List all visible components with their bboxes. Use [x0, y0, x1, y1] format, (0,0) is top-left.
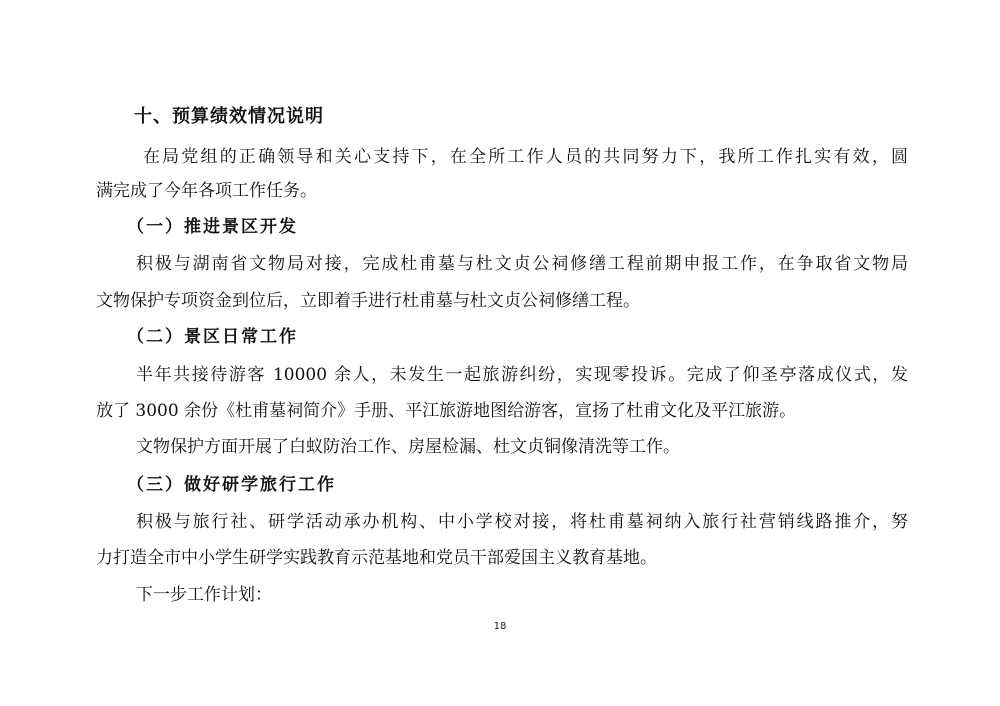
subsection-1-line-1: 积极与湖南省文物局对接，完成杜甫墓与杜文贞公祠修缮工程前期申报工作，在争取省文物局	[136, 254, 908, 274]
subsection-2-line-2: 放了 3000 余份《杜甫墓祠简介》手册、平江旅游地图给游客，宣扬了杜甫文化及平江旅游。	[96, 401, 797, 421]
subsection-2-line-1: 半年共接待游客 10000 余人，未发生一起旅游纠纷，实现零投诉。完成了仰圣亭落成仪式，发	[136, 365, 908, 385]
subsection-1-line-2: 文物保护专项资金到位后，立即着手进行杜甫墓与杜文贞公祠修缮工程。	[96, 291, 640, 311]
intro-line-1: 在局党组的正确领导和关心支持下，在全所工作人员的共同努力下，我所工作扎实有效，圆	[143, 147, 908, 167]
intro-line-2: 满完成了今年各项工作任务。	[96, 181, 317, 201]
subsection-3-line-2: 力打造全市中小学生研学实践教育示范基地和党员干部爱国主义教育基地。	[96, 548, 657, 568]
subsection-2-line-3: 文物保护方面开展了白蚁防治工作、房屋检漏、杜文贞铜像清洗等工作。	[136, 437, 680, 457]
subsection-title-3: （三）做好研学旅行工作	[127, 475, 336, 495]
next-step-label: 下一步工作计划：	[136, 585, 272, 605]
subsection-3-line-1: 积极与旅行社、研学活动承办机构、中小学校对接，将杜甫墓祠纳入旅行社营销线路推介，努	[136, 512, 908, 532]
subsection-title-2: （二）景区日常工作	[127, 327, 298, 347]
page-number: 18	[493, 621, 507, 632]
subsection-title-1: （一）推进景区开发	[127, 217, 298, 237]
section-title: 十、预算绩效情况说明	[134, 106, 324, 127]
